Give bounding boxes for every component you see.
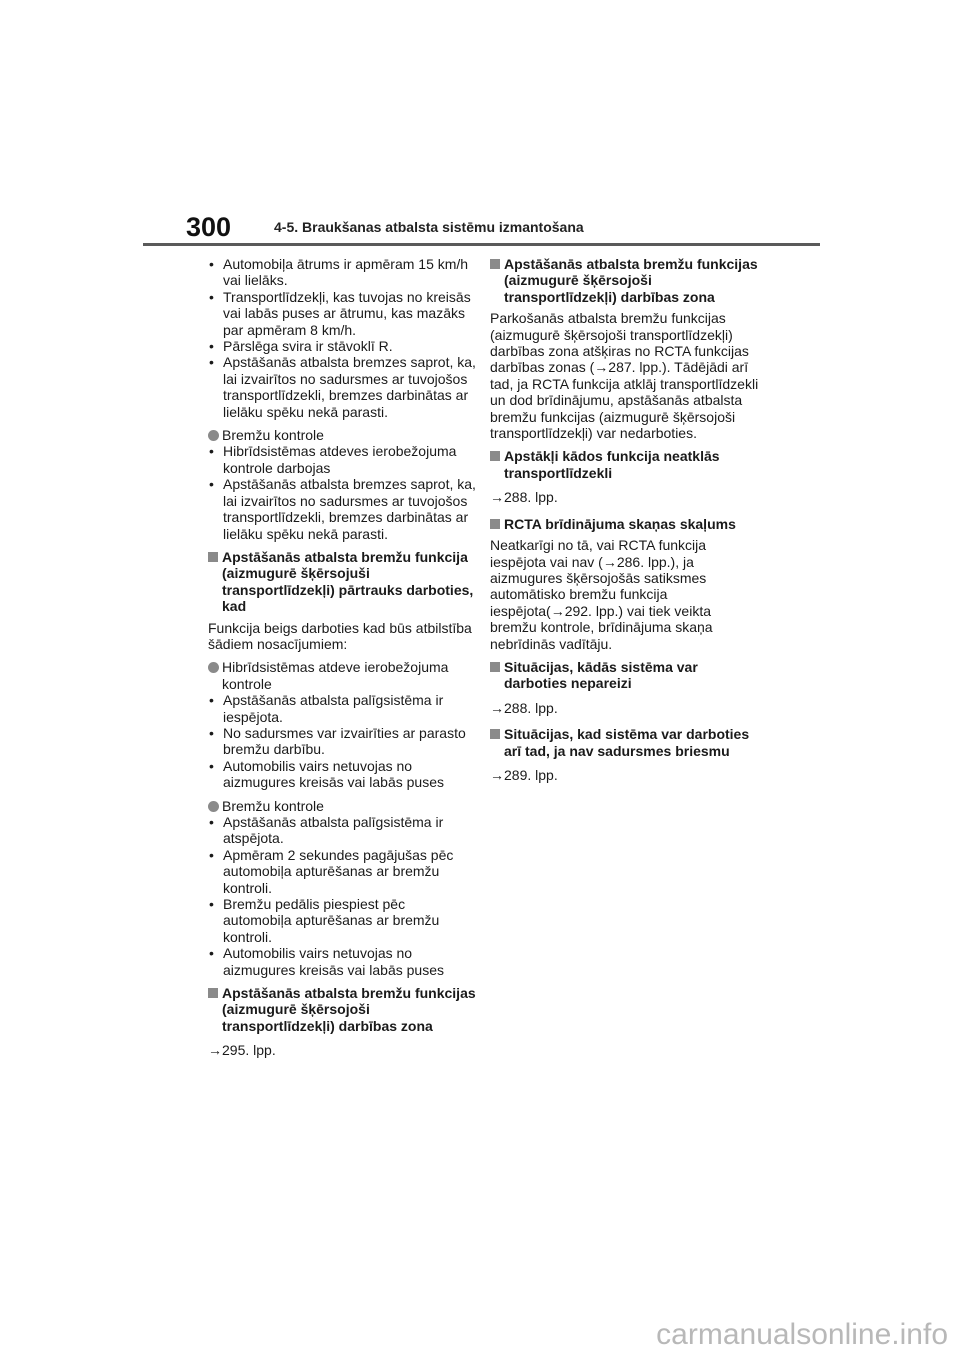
list-item: • Apstāšanās atbalsta palīgsistēma ir iespējota. <box>209 692 444 725</box>
bullet-dot: • <box>209 945 214 962</box>
section-heading: Situācijas, kādās sistēma var darboties nepareizi <box>490 659 760 692</box>
section-heading: RCTA brīdinājuma skaņas skaļums <box>490 516 760 532</box>
list-item: • Automobilis vairs netuvojas no aizmugures kreisās vai labās puses <box>209 757 444 791</box>
bullet-dot: • <box>209 476 214 493</box>
circle-subheading: Bremžu kontrole <box>208 427 476 443</box>
list-item: • No sadursmes var izvairīties ar parasto bremžu darbību. <box>209 724 466 758</box>
page-reference: →289. lpp. <box>490 766 558 783</box>
circle-bullet-icon <box>208 430 219 441</box>
paragraph: Parkošanās atbalsta bremžu funkcijas (aizmugurē šķērsojoši transportlīdzekļi) darbības zona atšķiras no RCTA funkcijas darbības zonas (→287. lpp.). Tādējādi arī tad, ja RCTA funkcija atklāj transportlīdzekli un dod brīdinājumu, apstāšanās atbalsta bremžu funkcijas (aizmugurē šķērsojoši transportlīdzekļi) var nedarboties. <box>490 310 759 442</box>
intro-bullet-list <box>208 256 476 420</box>
list-item: • Pārslēga svira ir stāvoklī R. <box>209 338 393 355</box>
bullet-dot: • <box>209 692 214 709</box>
right-column <box>490 256 760 793</box>
brake-control-2-bullet-list <box>208 814 476 978</box>
section-heading: Apstāšanās atbalsta bremžu funkcijas (aizmugurē šķērsojoši transportlīdzekļi) darbības zona <box>208 985 476 1034</box>
section-heading: Situācijas, kad sistēma var darboties arī tad, ja nav sadursmes briesmu <box>490 726 760 759</box>
square-bullet-icon <box>490 729 500 739</box>
section-heading: Apstākļi kādos funkcija neatklās transportlīdzekli <box>490 448 760 481</box>
bullet-dot: • <box>209 896 214 913</box>
page-header <box>143 212 820 248</box>
page-reference: →295. lpp. <box>208 1042 276 1059</box>
bullet-dot: • <box>209 846 214 863</box>
list-item: • Apstāšanās atbalsta bremzes saprot, ka, lai izvairītos no sadursmes ar tuvojošos transportlīdzekli, bremzes darbinātas ar lielāku spēku nekā parasti. <box>209 354 476 420</box>
list-item: • Apstāšanās atbalsta bremzes saprot, ka, lai izvairītos no sadursmes ar tuvojošos transportlīdzekli, bremzes darbinātas ar lielāku spēku nekā parasti. <box>209 476 476 542</box>
circle-bullet-icon <box>208 662 219 673</box>
bullet-dot: • <box>209 443 214 460</box>
square-bullet-icon <box>490 259 500 269</box>
circle-subheading: Hibrīdsistēmas atdeve ierobežojuma kontrole <box>208 659 476 692</box>
bullet-dot: • <box>209 757 214 774</box>
bullet-dot: • <box>209 288 214 305</box>
header-rule <box>143 243 820 246</box>
section-title: 4-5. Braukšanas atbalsta sistēmu izmantošana <box>274 219 584 235</box>
bullet-dot: • <box>209 338 214 355</box>
page-number: 300 <box>186 212 232 242</box>
list-item: • Hibrīdsistēmas atdeves ierobežojuma kontrole darbojas <box>209 443 457 476</box>
watermark: carmanualsonline.info <box>656 1318 948 1351</box>
list-item: • Bremžu pedālis piespiest pēc automobiļa apturēšanas ar bremžu kontroli. <box>209 896 440 945</box>
square-bullet-icon <box>490 451 500 461</box>
list-item: • Apstāšanās atbalsta palīgsistēma ir atspējota. <box>209 814 444 847</box>
page-reference: →288. lpp. <box>490 489 558 506</box>
circle-bullet-icon <box>208 801 219 812</box>
square-bullet-icon <box>208 552 218 562</box>
circle-subheading: Bremžu kontrole <box>208 798 476 814</box>
list-item: • Apmēram 2 sekundes pagājušas pēc automobiļa apturēšanas ar bremžu kontroli. <box>209 846 454 896</box>
square-bullet-icon <box>490 519 500 529</box>
list-item: • Transportlīdzekļi, kas tuvojas no kreisās vai labās puses ar ātrumu, kas mazāks par apmēram 8 km/h. <box>209 288 471 338</box>
bullet-dot: • <box>209 814 214 830</box>
section-heading: Apstāšanās atbalsta bremžu funkcijas (aizmugurē šķērsojoši transportlīdzekļi) darbības zona <box>490 256 760 305</box>
paragraph: Funkcija beigs darboties kad būs atbilstība šādiem nosacījumiem: <box>208 619 472 652</box>
list-item: • Automobiļa ātrums ir apmēram 15 km/h vai lielāks. <box>209 256 469 289</box>
brake-control-bullet-list <box>208 443 476 541</box>
section-heading: Apstāšanās atbalsta bremžu funkcija (aizmugurē šķērsojuši transportlīdzekļi) pārtrauks darboties, kad <box>208 549 476 615</box>
bullet-dot: • <box>209 256 214 272</box>
bullet-dot: • <box>209 354 214 371</box>
square-bullet-icon <box>208 988 218 998</box>
hybrid-limit-bullet-list <box>208 692 476 790</box>
left-column <box>208 256 476 1069</box>
list-item: • Automobilis vairs netuvojas no aizmugures kreisās vai labās puses <box>209 945 444 978</box>
square-bullet-icon <box>490 662 500 672</box>
page-reference: →288. lpp. <box>490 699 558 716</box>
bullet-dot: • <box>209 724 214 741</box>
paragraph: Neatkarīgi no tā, vai RCTA funkcija iespējota vai nav (→286. lpp.), ja aizmugures šķērsojošās satiksmes automātisko bremžu funkcija iespējota(→292. lpp.) vai tiek veikta bremžu kontrole, brīdinājuma skaņa nebrīdinās vadītāju. <box>490 537 713 652</box>
